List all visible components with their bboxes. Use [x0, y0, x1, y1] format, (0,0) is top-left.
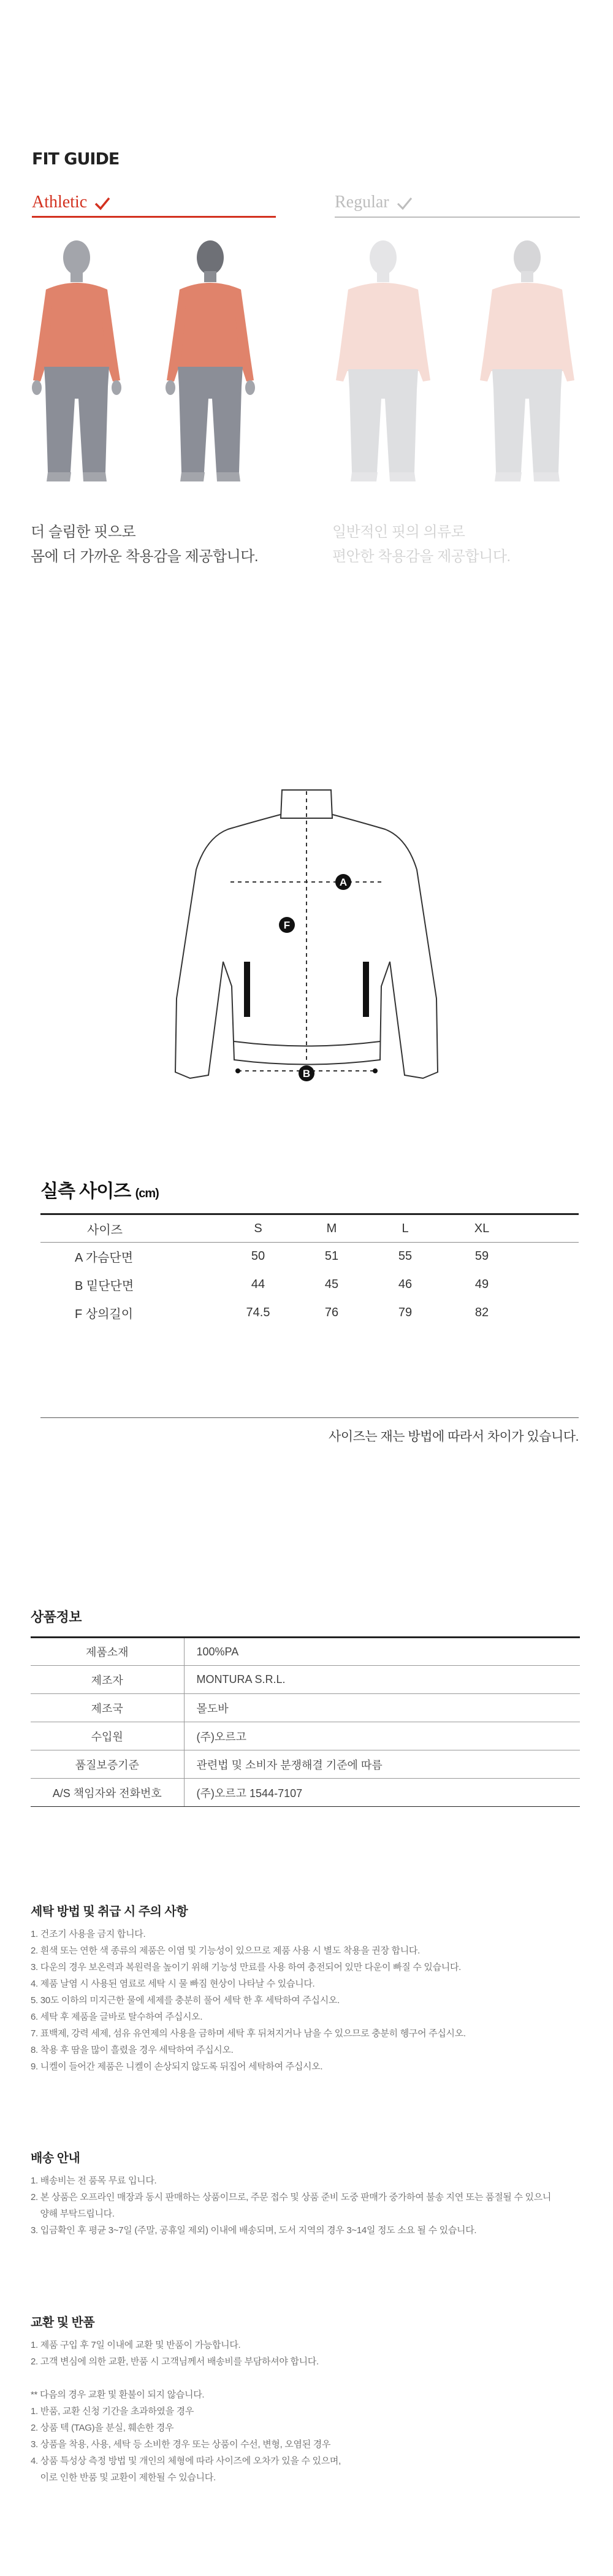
info-key: 품질보증기준 [31, 1750, 184, 1779]
table-row [40, 1271, 579, 1299]
list-item: 1. 반품, 교환 신청 기간을 초과하였을 경우 [31, 2406, 194, 2417]
measure-title-text: 실측 사이즈 [40, 1181, 131, 1202]
fit-guide-title: FIT GUIDE [32, 150, 120, 169]
info-key: A/S 책임자와 전화번호 [31, 1779, 184, 1807]
table-row [31, 1694, 580, 1722]
marker-f-label: F [283, 919, 291, 931]
jacket-measure-diagram [172, 778, 441, 1097]
table-row [31, 1722, 580, 1750]
athletic-back-figure [158, 233, 262, 491]
tab-athletic[interactable] [32, 193, 111, 212]
tab-athletic-label: Athletic [32, 193, 88, 212]
product-info-title: 상품정보 [31, 1609, 82, 1625]
shipping-notes [31, 2172, 551, 2239]
care-notes [31, 1926, 466, 2075]
table-cell: 50 [251, 1249, 265, 1263]
table-cell: 59 [474, 1249, 489, 1263]
shipping-title: 배송 안내 [31, 2152, 80, 2165]
list-item: 2. 고객 변심에 의한 교환, 반품 시 고객님께서 배송비를 부담하셔야 합니다. [31, 2356, 319, 2367]
table-row [31, 1638, 580, 1666]
list-item: 9. 니켈이 들어간 제품은 니켈이 손상되지 않도록 뒤집어 세탁하여 주십시오. [31, 2061, 323, 2072]
info-value: 100%PA [184, 1638, 580, 1666]
list-item: 8. 착용 후 땀을 많이 흘렸을 경우 세탁하여 주십시오. [31, 2045, 234, 2055]
row-label: A 가슴단면 [75, 1251, 134, 1265]
regular-desc-line: 일반적인 핏의 의류로 [332, 524, 465, 540]
info-key: 수입원 [31, 1722, 184, 1750]
check-icon [94, 196, 111, 211]
info-value: MONTURA S.R.L. [184, 1666, 580, 1694]
table-header: L [365, 1214, 445, 1243]
list-item: 이로 인한 반품 및 교환이 제한될 수 있습니다. [31, 2472, 216, 2483]
list-item: 양해 부탁드립니다. [31, 2209, 115, 2219]
regular-description [332, 520, 511, 569]
list-item: ** 다음의 경우 교환 및 환불이 되지 않습니다. [31, 2390, 205, 2400]
returns-title: 교환 및 반품 [31, 2316, 95, 2329]
marker-a-label: A [339, 876, 348, 888]
product-info-table [31, 1636, 580, 1807]
row-label: F 상의길이 [75, 1308, 134, 1321]
list-item: 2. 흰색 또는 연한 색 종류의 제품은 이염 및 기능성이 있으므로 제품 사용 시 별도 착용을 권장 합니다. [31, 1945, 420, 1956]
list-item: 4. 제품 날염 시 사용된 염료로 세탁 시 물 빠짐 현상이 나타날 수 있습니다. [31, 1979, 315, 1989]
info-value: (주)오르고 [184, 1722, 580, 1750]
list-item: 3. 입금확인 후 평균 3~7일 (주말, 공휴일 제외) 이내에 배송되며, 도서 지역의 경우 3~14일 정도 소요 될 수 있습니다. [31, 2225, 477, 2236]
athletic-description [31, 520, 258, 569]
table-cell: 49 [474, 1278, 489, 1291]
check-icon [396, 196, 413, 211]
list-item: 3. 다운의 경우 보온력과 복원력을 높이기 위해 기능성 만료를 사용 하여 충전되어 있만 다운이 빠질 수 있습니다. [31, 1962, 462, 1972]
divider [40, 1417, 579, 1418]
table-cell: 55 [398, 1249, 413, 1263]
table-cell: 45 [324, 1278, 339, 1291]
table-cell: 51 [324, 1249, 339, 1263]
info-value: 몰도바 [184, 1694, 580, 1722]
tab-regular-underline [335, 217, 580, 218]
athletic-desc-line: 더 슬림한 핏으로 [31, 524, 136, 540]
size-table [40, 1213, 579, 1327]
measure-unit: (cm) [135, 1187, 159, 1200]
info-key: 제품소재 [31, 1638, 184, 1666]
table-row [31, 1779, 580, 1807]
table-row [40, 1243, 579, 1271]
table-row [40, 1299, 579, 1327]
size-note: 사이즈는 재는 방법에 따라서 차이가 있습니다. [329, 1430, 579, 1444]
table-header-row [40, 1214, 579, 1243]
info-key: 제조자 [31, 1666, 184, 1694]
list-item: 2. 본 상품은 오프라인 매장과 동시 판매하는 상품이므로, 주문 접수 및 상품 준비 도중 판매가 중가하여 불송 지연 또는 품절될 수 있으니 [31, 2192, 552, 2202]
regular-front-figure [331, 233, 435, 491]
info-value: 관련법 및 소비자 분쟁해결 기준에 따름 [184, 1750, 580, 1779]
list-item [31, 2370, 341, 2386]
info-value: (주)오르고 1544-7107 [184, 1779, 580, 1807]
list-item: 1. 제품 구입 후 7일 이내에 교환 및 반품이 가능합니다. [31, 2340, 241, 2350]
tab-regular-label: Regular [335, 193, 389, 212]
info-key: 제조국 [31, 1694, 184, 1722]
table-cell: 74.5 [246, 1306, 270, 1319]
table-cell: 79 [398, 1306, 413, 1319]
table-header: 사이즈 [40, 1214, 218, 1243]
list-item: 4. 상품 특성상 측정 방법 및 개인의 체형에 따라 사이즈에 오차가 있을 수 있으며, [31, 2456, 341, 2466]
table-row [31, 1666, 580, 1694]
table-cell: 46 [398, 1278, 413, 1291]
table-row [31, 1750, 580, 1779]
list-item: 1. 건조기 사용을 금지 합니다. [31, 1929, 146, 1939]
list-item: 7. 표백제, 강력 세제, 섬유 유연제의 사용을 금하며 세탁 후 뒤쳐지거나 남을 수 있으므로 충분히 헹구어 주십시오. [31, 2028, 466, 2039]
tab-athletic-underline [32, 216, 276, 218]
table-header: S [218, 1214, 298, 1243]
athletic-desc-line: 몸에 더 가까운 착용감을 제공합니다. [31, 548, 259, 565]
row-label: B 밑단단면 [75, 1279, 134, 1293]
list-item: 6. 세탁 후 제품을 글바로 탈수하여 주십시오. [31, 2012, 203, 2022]
table-header: M [298, 1214, 365, 1243]
measure-title [40, 1176, 159, 1203]
list-item: 2. 상품 텍 (TAG)을 분실, 훼손한 경우 [31, 2423, 174, 2433]
regular-desc-line: 편안한 착용감을 제공합니다. [332, 548, 511, 565]
tab-regular[interactable] [335, 193, 413, 212]
table-header: XL [445, 1214, 519, 1243]
list-item: 5. 30도 이하의 미지근한 물에 세제를 충분히 풀어 세탁 한 후 세탁하여 주십시오. [31, 1995, 340, 2006]
athletic-front-figure [25, 233, 129, 491]
care-title: 세탁 방법 및 취급 시 주의 사항 [31, 1905, 188, 1919]
list-item: 3. 상품을 착용, 사용, 세탁 등 소비한 경우 또는 상품이 수선, 변형, 오염된 경우 [31, 2439, 331, 2450]
table-cell: 76 [324, 1306, 339, 1319]
returns-notes [31, 2337, 341, 2486]
marker-b-label: B [302, 1068, 311, 1079]
table-cell: 44 [251, 1278, 265, 1291]
list-item: 1. 배송비는 전 품목 무료 입니다. [31, 2175, 157, 2186]
table-cell: 82 [474, 1306, 489, 1319]
regular-back-figure [475, 233, 579, 491]
